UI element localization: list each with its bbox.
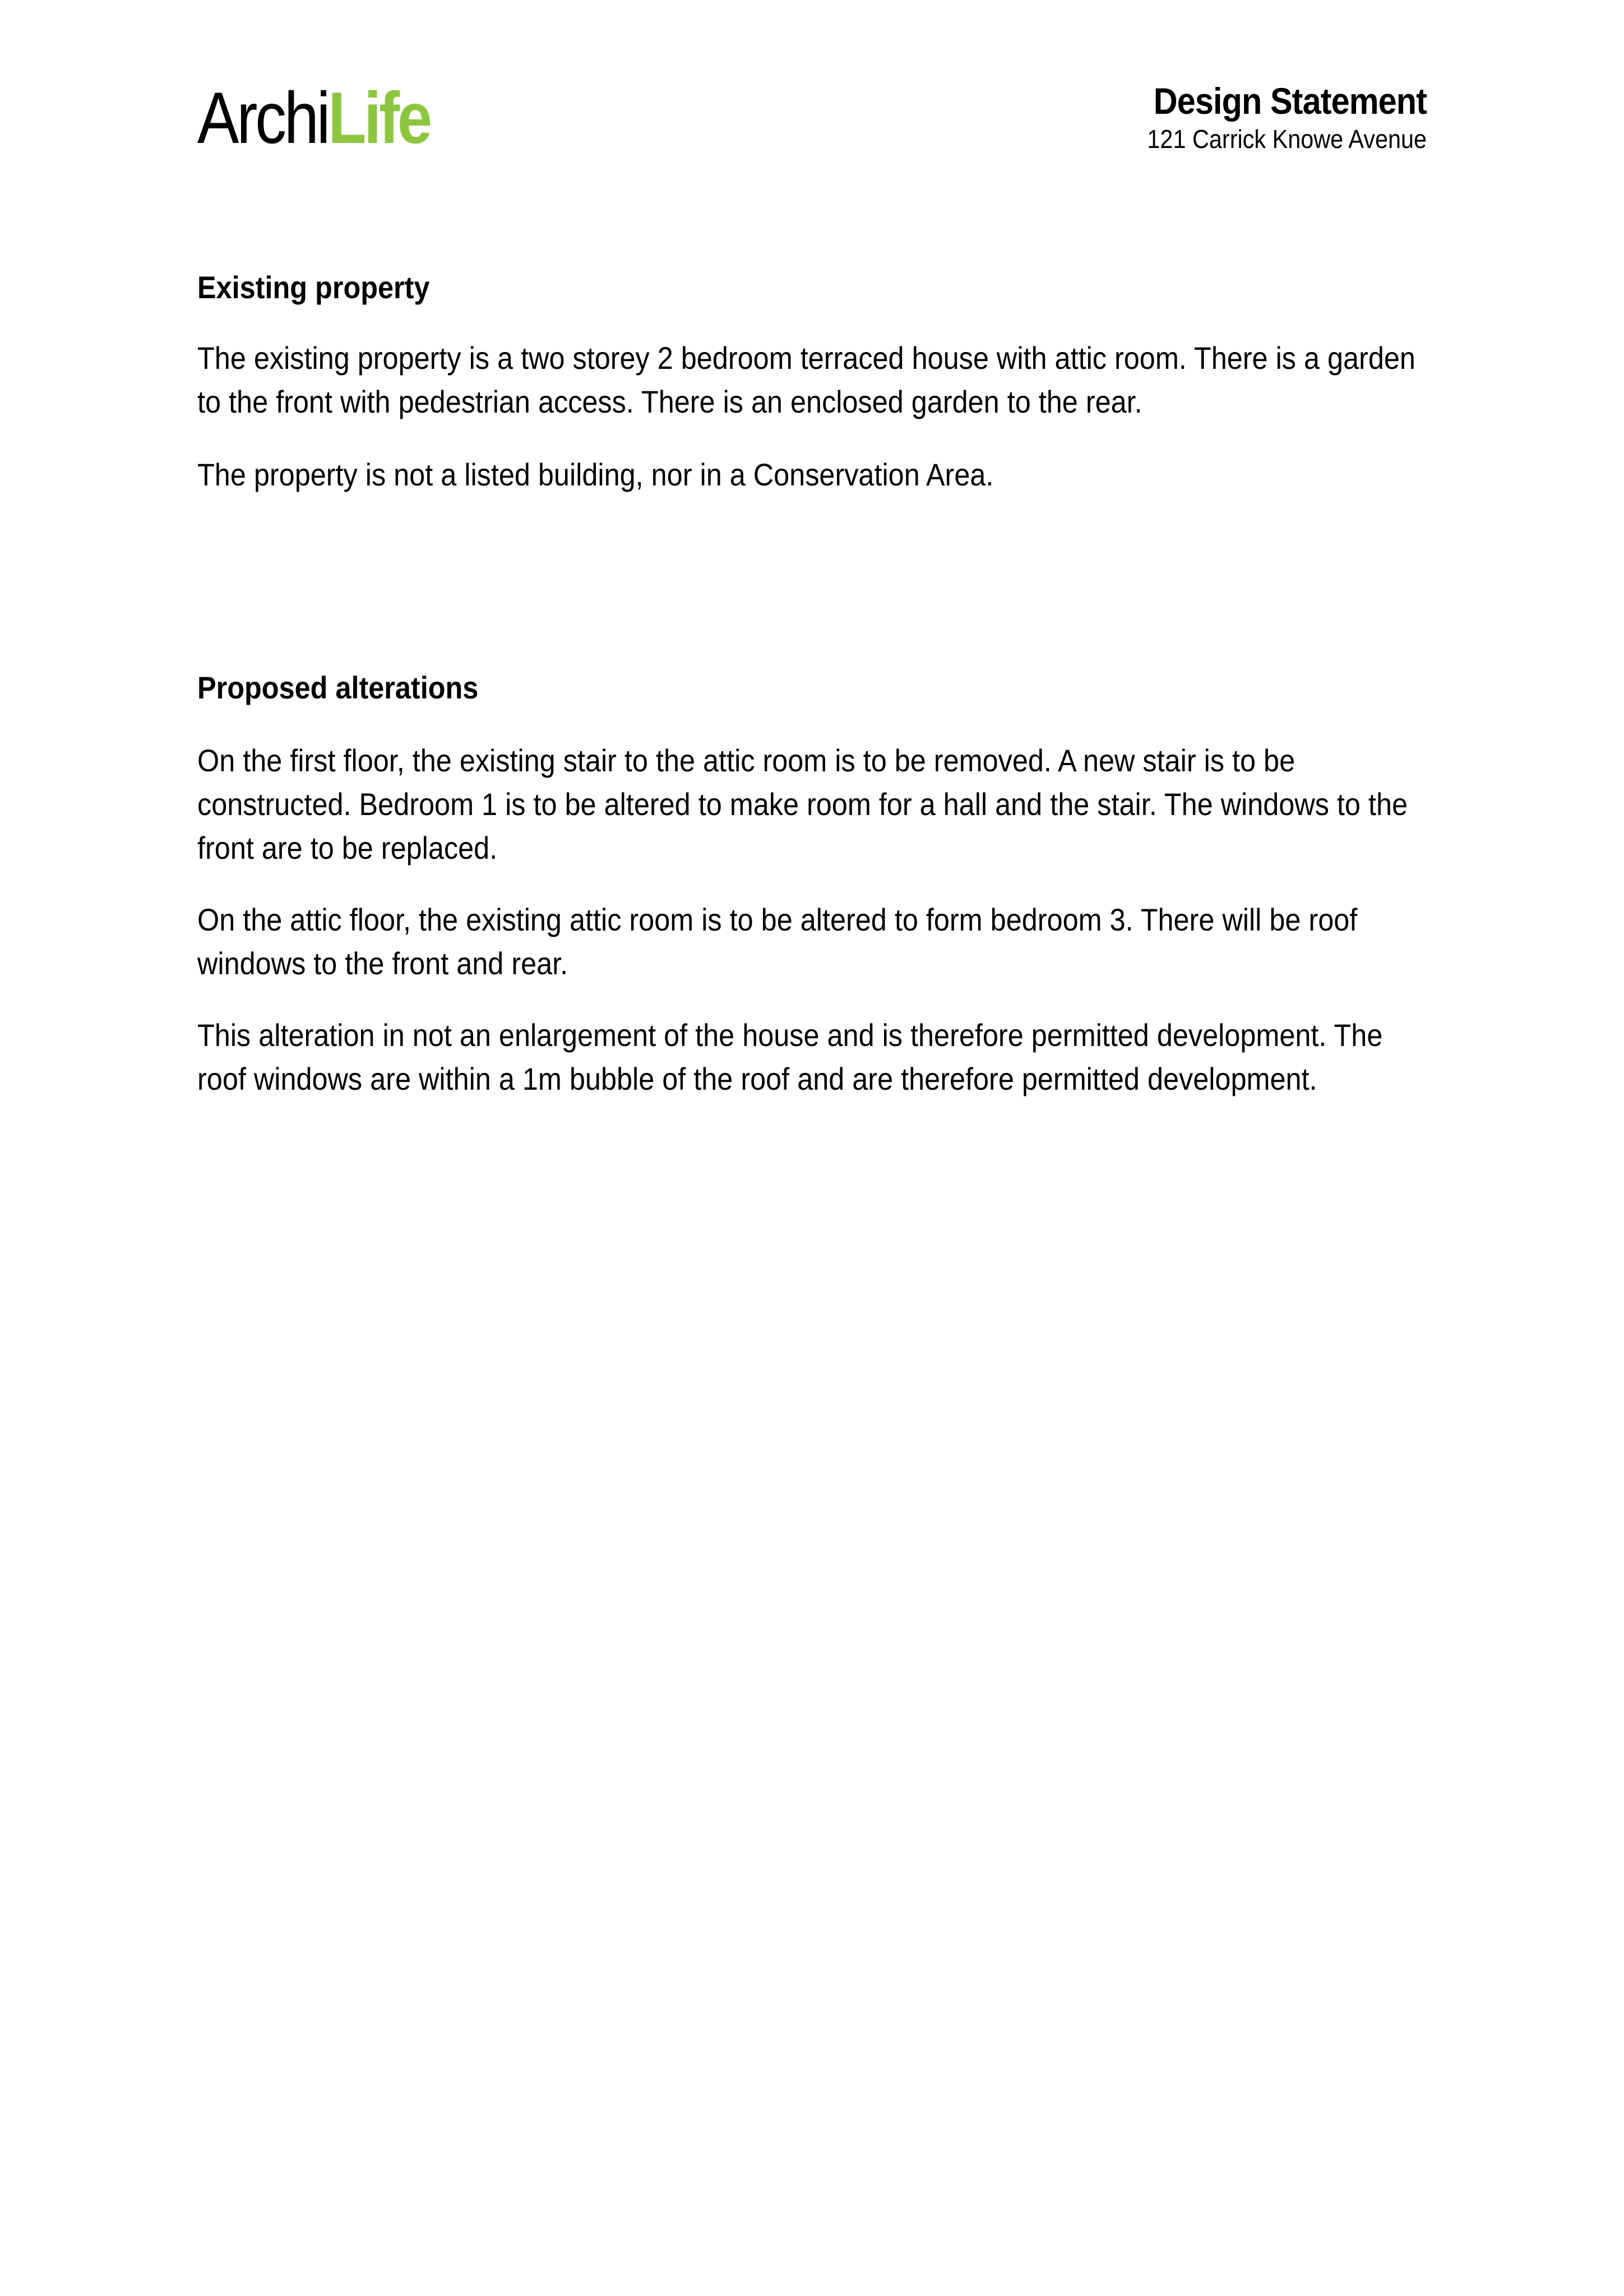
paragraph: The property is not a listed building, nor in a Conservation Area.	[197, 457, 994, 492]
section-proposed-alterations-body	[197, 739, 1431, 870]
logo-text-life: Life	[328, 77, 430, 159]
document-header	[1116, 78, 1427, 155]
section-heading: Existing property	[197, 270, 430, 305]
paragraph: This alteration in not an enlargement of the house and is therefore permitted development. The roof windows are within a 1m bubble of the roof and are therefore permitted development.	[197, 1017, 1383, 1096]
paragraph: The existing property is a two storey 2 bedroom terraced house with attic room. There is a garden to the front with pedestrian access. There is an enclosed garden to the rear.	[197, 340, 1415, 419]
document-address: 121 Carrick Knowe Avenue	[1147, 124, 1427, 154]
paragraph: On the first floor, the existing stair to the attic room is to be removed. A new stair is to be constructed. Bedroom 1 is to be altered to make room for a hall and the stair. The windows to the front are to be replaced.	[197, 743, 1408, 865]
section-proposed-alterations-body-2	[197, 898, 1431, 985]
section-existing-property-body-2	[197, 453, 1431, 497]
section-existing-property-body	[197, 336, 1431, 424]
section-heading: Proposed alterations	[197, 670, 479, 705]
archilife-logo	[197, 78, 430, 157]
document-title: Design Statement	[1153, 80, 1427, 122]
logo-text-archi: Archi	[197, 77, 328, 159]
section-proposed-alterations-body-3	[197, 1013, 1431, 1101]
section-proposed-alterations	[197, 668, 1431, 707]
section-existing-property	[197, 268, 1431, 307]
paragraph: On the attic floor, the existing attic room is to be altered to form bedroom 3. There will be roof windows to the front and rear.	[197, 902, 1358, 981]
